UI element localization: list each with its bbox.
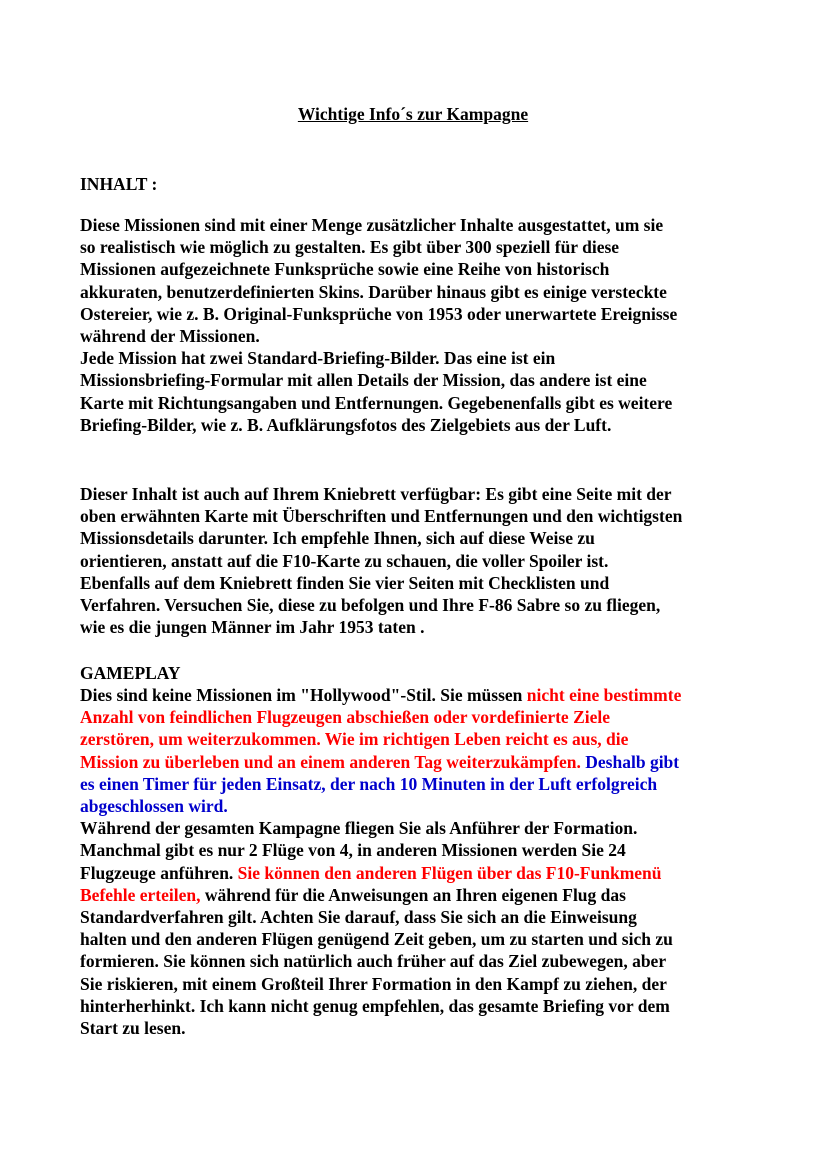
text-line: halten und den anderen Flügen genügend Zeit geben, um zu starten und sich zu: [80, 929, 673, 950]
text-line: orientieren, anstatt auf die F10-Karte zu schauen, die voller Spoiler ist.: [80, 550, 609, 571]
text-line: Missionsdetails darunter. Ich empfehle Ihnen, sich auf diese Weise zu: [80, 528, 595, 549]
text-line: so realistisch wie möglich zu gestalten. Es gibt über 300 speziell für diese: [80, 237, 620, 258]
text-line: [80, 862, 760, 884]
text-line: oben erwähnten Karte mit Überschriften und Entfernungen und den wichtigsten: [80, 506, 683, 527]
text-line: Missionen aufgezeichnete Funksprüche sowie eine Reihe von historisch: [80, 259, 610, 280]
highlight-red-text: Anzahl von feindlichen Flugzeugen abschießen oder vordefinierte Ziele: [80, 707, 611, 728]
text-line: Während der gesamten Kampagne fliegen Sie als Anführer der Formation.: [80, 818, 638, 839]
inhalt-heading: INHALT :: [80, 174, 158, 194]
text-line: Diese Missionen sind mit einer Menge zusätzlicher Inhalte ausgestattet, um sie: [80, 215, 664, 235]
highlight-blue-text: Deshalb gibt: [585, 751, 680, 772]
text-run: während für die Anweisungen an Ihren eigenen Flug das: [200, 884, 626, 905]
text-line: Briefing-Bilder, wie z. B. Aufklärungsfotos des Zielgebiets aus der Luft.: [80, 414, 612, 435]
text-line: Missionsbriefing-Formular mit allen Details der Mission, das andere ist eine: [80, 370, 647, 391]
text-line: Sie riskieren, mit einem Großteil Ihrer Formation in den Kampf zu ziehen, der: [80, 973, 667, 994]
text-line: Ebenfalls auf dem Kniebrett finden Sie vier Seiten mit Checklisten und: [80, 572, 610, 593]
text-line: [80, 684, 760, 706]
text-line: [80, 884, 760, 906]
highlight-red-text: Mission zu überleben und an einem anderen Tag weiterzukämpfen.: [80, 751, 586, 772]
text-line: Manchmal gibt es nur 2 Flüge von 4, in anderen Missionen werden Sie 24: [80, 840, 626, 861]
highlight-blue-text: abgeschlossen wird.: [80, 796, 228, 817]
inhalt-paragraph-1: [80, 214, 760, 436]
page-title: Wichtige Info´s zur Kampagne: [297, 104, 529, 124]
text-line: Karte mit Richtungsangaben und Entfernungen. Gegebenenfalls gibt es weitere: [80, 392, 673, 413]
gameplay-paragraph: [80, 684, 760, 1039]
text-line: hinterherhinkt. Ich kann nicht genug empfehlen, das gesamte Briefing vor dem: [80, 995, 670, 1016]
highlight-red-text: Befehle erteilen,: [80, 884, 201, 905]
text-line: akkuraten, benutzerdefinierten Skins. Darüber hinaus gibt es einige versteckte: [80, 281, 667, 302]
text-line: während der Missionen.: [80, 326, 260, 347]
text-line: Standardverfahren gilt. Achten Sie darauf, dass Sie sich an die Einweisung: [80, 907, 637, 928]
text-line: Verfahren. Versuchen Sie, diese zu befolgen und Ihre F-86 Sabre so zu fliegen,: [80, 595, 661, 616]
text-line: formieren. Sie können sich natürlich auch früher auf das Ziel zubewegen, aber: [80, 951, 667, 972]
gameplay-heading: GAMEPLAY: [80, 663, 181, 683]
text-line: Ostereier, wie z. B. Original-Funksprüche von 1953 oder unerwartete Ereignisse: [80, 303, 678, 324]
text-line: Start zu lesen.: [80, 1018, 186, 1039]
text-run: Dies sind keine Missionen im "Hollywood"-Stil. Sie müssen: [80, 685, 527, 705]
text-line: [80, 751, 760, 773]
text-run: Flugzeuge anführen.: [80, 862, 238, 883]
highlight-red-text: zerstören, um weiterzukommen. Wie im richtigen Leben reicht es aus, die: [80, 729, 629, 750]
highlight-red-text: Sie können den anderen Flügen über das F10-Funkmenü: [237, 862, 662, 883]
highlight-blue-text: es einen Timer für jeden Einsatz, der nach 10 Minuten in der Luft erfolgreich: [80, 773, 658, 794]
text-line: Jede Mission hat zwei Standard-Briefing-Bilder. Das eine ist ein: [80, 348, 556, 369]
highlight-red-text: nicht eine bestimmte: [526, 685, 682, 705]
inhalt-paragraph-2: [80, 483, 760, 638]
text-line: Dieser Inhalt ist auch auf Ihrem Kniebrett verfügbar: Es gibt eine Seite mit der: [80, 484, 672, 504]
text-line: wie es die jungen Männer im Jahr 1953 taten .: [80, 617, 425, 638]
